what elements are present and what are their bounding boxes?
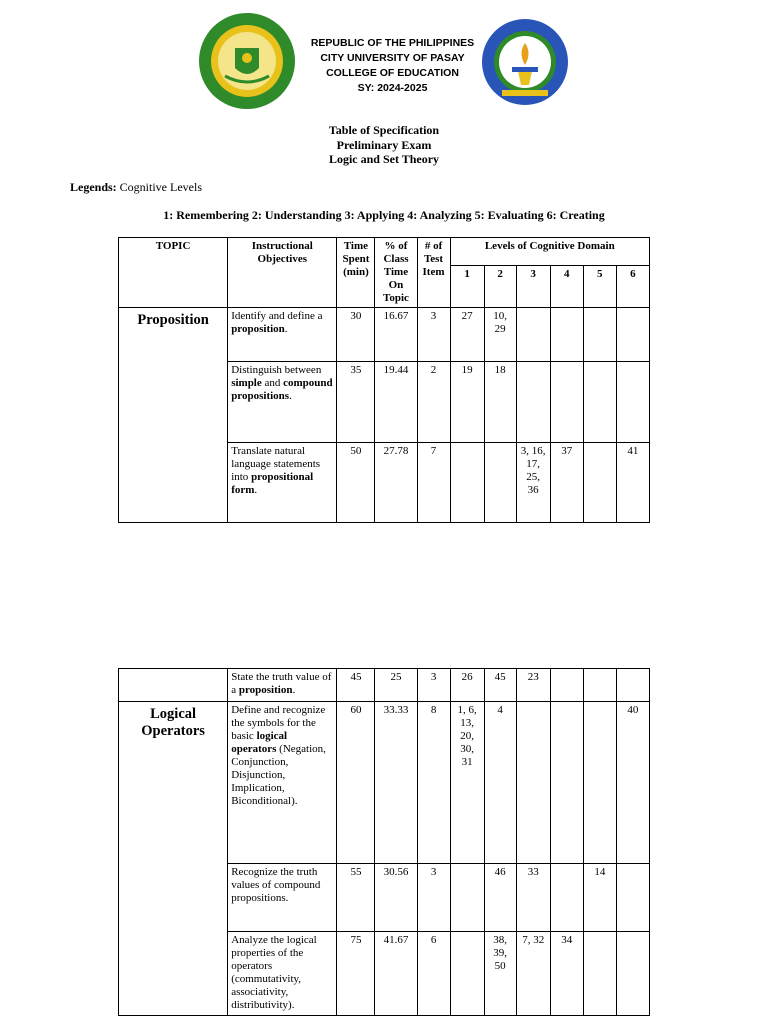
level-3-cell: 7, 32 bbox=[516, 932, 550, 1016]
institution-header bbox=[300, 36, 485, 96]
level-6-cell bbox=[616, 669, 649, 702]
percent-cell: 25 bbox=[375, 669, 417, 702]
level-3-cell bbox=[516, 308, 550, 362]
level-3-cell: 33 bbox=[516, 864, 550, 932]
level-4-cell bbox=[550, 864, 583, 932]
time-spent-cell: 60 bbox=[337, 702, 375, 864]
level-5-cell bbox=[583, 362, 616, 443]
objective-cell: Translate natural language statements into propositional form. bbox=[228, 443, 337, 523]
header-levels: Levels of Cognitive Domain bbox=[450, 238, 649, 266]
percent-cell: 33.33 bbox=[375, 702, 417, 864]
level-4-cell bbox=[550, 362, 583, 443]
level-3-cell: 23 bbox=[516, 669, 550, 702]
city-university-seal bbox=[195, 10, 300, 112]
specification-table-proposition bbox=[118, 237, 650, 523]
time-spent-cell: 55 bbox=[337, 864, 375, 932]
test-items-cell: 2 bbox=[417, 362, 450, 443]
level-2-cell: 4 bbox=[484, 702, 516, 864]
level-4-cell: 37 bbox=[550, 443, 583, 523]
percent-cell: 27.78 bbox=[375, 443, 417, 523]
test-items-cell: 8 bbox=[417, 702, 450, 864]
header-time: Time Spent (min) bbox=[337, 238, 375, 308]
header-objectives: Instructional Objectives bbox=[228, 238, 337, 308]
level-number: 2 bbox=[484, 266, 516, 308]
test-items-cell: 3 bbox=[417, 864, 450, 932]
level-6-cell bbox=[616, 308, 649, 362]
objective-cell: Define and recognize the symbols for the basic logical operators (Negation, Conjunction, Disjunction, Implication, Biconditional). bbox=[228, 702, 337, 864]
college-of-education-seal bbox=[480, 15, 570, 110]
level-1-cell: 27 bbox=[450, 308, 484, 362]
level-2-cell: 45 bbox=[484, 669, 516, 702]
specification-table-logical-operators bbox=[118, 668, 650, 1016]
test-items-cell: 3 bbox=[417, 308, 450, 362]
percent-cell: 41.67 bbox=[375, 932, 417, 1016]
level-number: 5 bbox=[583, 266, 616, 308]
document-title: Table of Specification bbox=[328, 123, 440, 137]
objective-cell: Recognize the truth values of compound propositions. bbox=[228, 864, 337, 932]
level-number: 6 bbox=[616, 266, 649, 308]
percent-cell: 30.56 bbox=[375, 864, 417, 932]
time-spent-cell: 30 bbox=[337, 308, 375, 362]
level-5-cell bbox=[583, 932, 616, 1016]
level-5-cell bbox=[583, 669, 616, 702]
objective-cell: State the truth value of a proposition. bbox=[228, 669, 337, 702]
level-2-cell: 46 bbox=[484, 864, 516, 932]
level-4-cell bbox=[550, 308, 583, 362]
time-spent-cell: 45 bbox=[337, 669, 375, 702]
level-1-cell bbox=[450, 932, 484, 1016]
level-3-cell bbox=[516, 702, 550, 864]
objective-cell: Identify and define a proposition. bbox=[228, 308, 337, 362]
percent-cell: 16.67 bbox=[375, 308, 417, 362]
level-number: 4 bbox=[550, 266, 583, 308]
header-line: SY: 2024-2025 bbox=[357, 82, 428, 94]
level-5-cell bbox=[583, 443, 616, 523]
table-row bbox=[119, 702, 650, 864]
table-row bbox=[119, 669, 650, 702]
topic-cell-logical-operators: Logical Operators bbox=[119, 702, 228, 1016]
time-spent-cell: 75 bbox=[337, 932, 375, 1016]
level-2-cell bbox=[484, 443, 516, 523]
level-4-cell bbox=[550, 702, 583, 864]
level-3-cell: 3, 16, 17, 25, 36 bbox=[516, 443, 550, 523]
percent-cell: 19.44 bbox=[375, 362, 417, 443]
level-1-cell bbox=[450, 443, 484, 523]
level-5-cell: 14 bbox=[583, 864, 616, 932]
level-2-cell: 10, 29 bbox=[484, 308, 516, 362]
level-number: 1 bbox=[450, 266, 484, 308]
topic-cell-proposition: Proposition bbox=[119, 308, 228, 523]
time-spent-cell: 50 bbox=[337, 443, 375, 523]
subject-title: Logic and Set Theory bbox=[328, 152, 440, 166]
table-row bbox=[119, 308, 650, 362]
header-items: # of Test Item bbox=[417, 238, 450, 308]
objective-cell: Distinguish between simple and compound propositions. bbox=[228, 362, 337, 443]
level-number: 3 bbox=[516, 266, 550, 308]
level-6-cell bbox=[616, 362, 649, 443]
level-3-cell bbox=[516, 362, 550, 443]
time-spent-cell: 35 bbox=[337, 362, 375, 443]
test-items-cell: 3 bbox=[417, 669, 450, 702]
exam-title: Preliminary Exam bbox=[336, 137, 432, 152]
legend bbox=[70, 180, 202, 195]
header-line: REPUBLIC OF THE PHILIPPINES bbox=[310, 37, 475, 49]
level-1-cell bbox=[450, 864, 484, 932]
cognitive-levels-line: 1: Remembering 2: Understanding 3: Applying 4: Analyzing 5: Evaluating 6: Creating bbox=[163, 208, 605, 222]
level-4-cell: 34 bbox=[550, 932, 583, 1016]
header-percent: % of Class Time On Topic bbox=[375, 238, 417, 308]
level-6-cell: 41 bbox=[616, 443, 649, 523]
level-1-cell: 19 bbox=[450, 362, 484, 443]
test-items-cell: 6 bbox=[417, 932, 450, 1016]
header-topic: TOPIC bbox=[119, 238, 228, 308]
topic-cell-empty bbox=[119, 669, 228, 702]
level-4-cell bbox=[550, 669, 583, 702]
level-6-cell bbox=[616, 864, 649, 932]
level-2-cell: 18 bbox=[484, 362, 516, 443]
level-6-cell bbox=[616, 932, 649, 1016]
legend-text: Cognitive Levels bbox=[119, 180, 202, 194]
level-1-cell: 26 bbox=[450, 669, 484, 702]
header-line: COLLEGE OF EDUCATION bbox=[326, 67, 459, 79]
legend-label: Legends: bbox=[70, 180, 117, 194]
level-5-cell bbox=[583, 702, 616, 864]
level-2-cell: 38, 39, 50 bbox=[484, 932, 516, 1016]
test-items-cell: 7 bbox=[417, 443, 450, 523]
document-titles bbox=[234, 123, 534, 167]
objective-cell: Analyze the logical properties of the operators (commutativity, associativity, distributivity). bbox=[228, 932, 337, 1016]
level-1-cell: 1, 6, 13, 20, 30, 31 bbox=[450, 702, 484, 864]
level-5-cell bbox=[583, 308, 616, 362]
level-6-cell: 40 bbox=[616, 702, 649, 864]
header-line: CITY UNIVERSITY OF PASAY bbox=[320, 52, 465, 64]
